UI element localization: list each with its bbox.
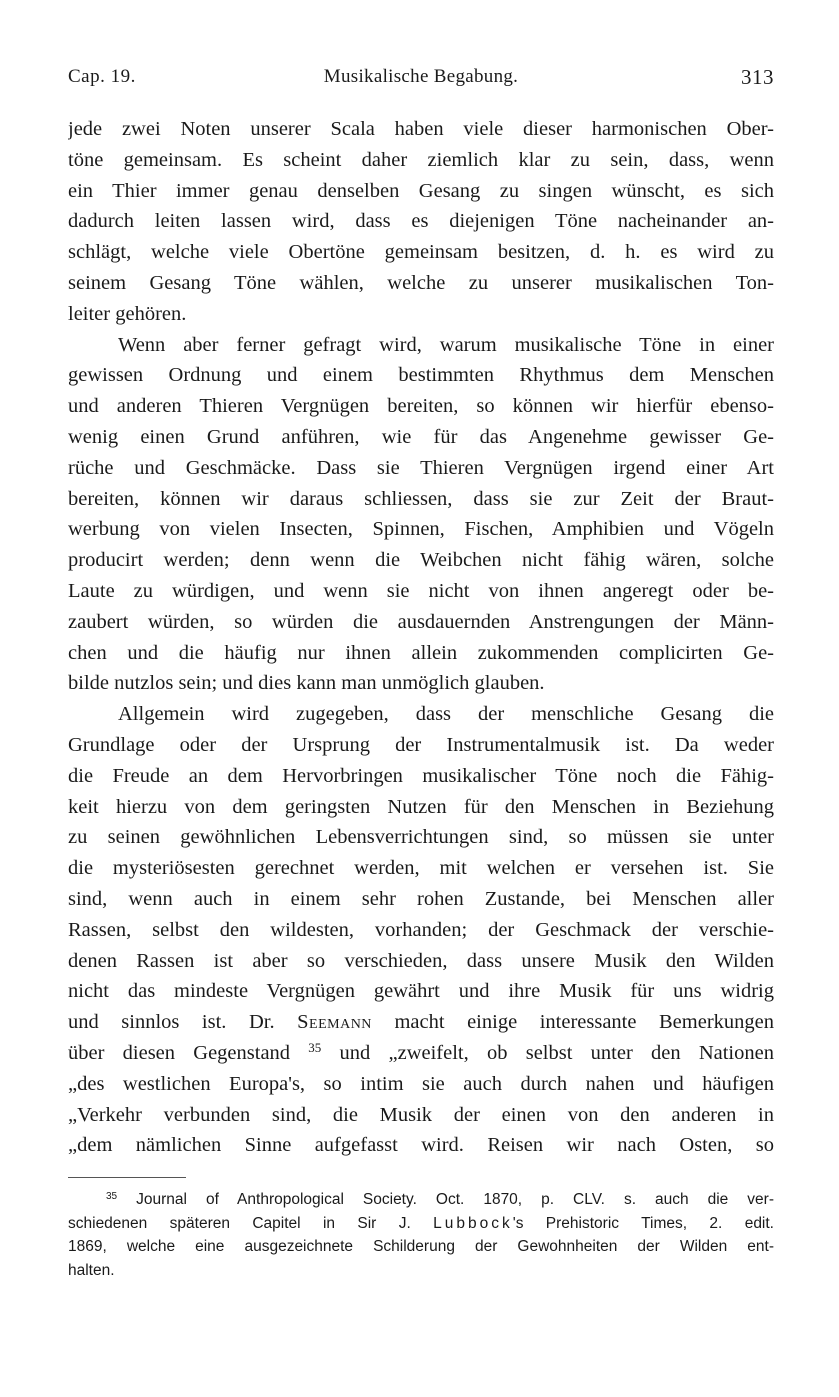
text-line: und anderen Thieren Vergnügen bereiten, so können wir hierfür ebenso- [68,395,774,418]
text-line: „Verkehr verbunden sind, die Musik der einen von den anderen in [68,1103,774,1126]
text-line: Rassen, selbst den wildesten, vorhanden; der Geschmack der verschie- [68,918,774,941]
text-segment: Journal of Anthropological Society. Oct. 1870, p. CLV. s. auch die ver- [136,1191,774,1208]
footnote-line: halten. [68,1261,115,1279]
text-line: töne gemeinsam. Es scheint daher ziemlich klar zu sein, dass, wenn [68,148,774,171]
footnote-reference: 35 [308,1039,322,1055]
text-segment: über diesen Gegenstand [68,1041,309,1064]
footnote-line [68,1212,774,1236]
text-line: keit hierzu von dem geringsten Nutzen für den Menschen in Beziehung [68,795,774,818]
text-line: rüche und Geschmäcke. Dass sie Thieren Vergnügen irgend einer Art [68,456,774,479]
paragraph-start-line: Allgemein wird zugegeben, dass der menschliche Gesang die [118,703,774,726]
text-line: gewissen Ordnung und einem bestimmten Rhythmus dem Menschen [68,364,774,387]
text-segment: und „zweifelt, ob selbst unter den Nationen [321,1041,774,1064]
text-line: producirt werden; denn wenn die Weibchen nicht fähig wären, solche [68,549,774,572]
text-line: Laute zu würdigen, und wenn sie nicht von ihnen angeregt oder be- [68,579,774,602]
text-line: „dem nämlichen Sinne aufgefasst wird. Reisen wir nach Osten, so [68,1134,774,1157]
text-line: zaubert würden, so würden die ausdauernden Anstrengungen der Männ- [68,610,774,633]
text-line: bereiten, können wir daraus schliessen, dass sie zur Zeit der Braut- [68,487,774,510]
text-line: seinem Gesang Töne wählen, welche zu unserer musikalischen Ton- [68,271,774,294]
text-line: leiter gehören. [68,302,187,325]
text-segment: und sinnlos ist. Dr. [68,1011,298,1034]
chapter-label: Cap. 19. [68,66,136,87]
author-name-lubbock: Lubbock [433,1214,513,1232]
footnote-divider [68,1177,186,1178]
text-line: „des westlichen Europa's, so intim sie auch durch nahen und häufigen [68,1072,774,1095]
footnote-line [68,1188,774,1212]
running-header [68,66,774,96]
text-line: sind, wenn auch in einem sehr rohen Zustande, bei Menschen aller [68,887,774,910]
text-line: schlägt, welche viele Obertöne gemeinsam besitzen, d. h. es wird zu [68,241,774,264]
text-line: zu seinen gewöhnlichen Lebensverrichtungen sind, so müssen sie unter [68,826,774,849]
text-line: chen und die häufig nur ihnen allein zukommenden complicirten Ge- [68,641,774,664]
text-line: ein Thier immer genau denselben Gesang zu singen wünscht, es sich [68,179,774,202]
paragraph-start-line: Wenn aber ferner gefragt wird, warum musikalische Töne in einer [118,333,774,356]
text-segment: macht einige interessante Bemerkungen [371,1011,774,1034]
text-line [68,1007,774,1038]
footnote [68,1188,774,1282]
author-name-seemann: Seemann [297,1011,372,1034]
text-line: bilde nutzlos sein; und dies kann man unmöglich glauben. [68,672,545,695]
text-segment: 's Prehistoric Times, 2. edit. [512,1214,774,1232]
footnote-marker: 35 [106,1191,118,1202]
text-line: dadurch leiten lassen wird, dass es diejenigen Töne nacheinander an- [68,210,774,233]
text-line: denen Rassen ist aber so verschieden, dass unsere Musik den Wilden [68,949,774,972]
text-line: Grundlage oder der Ursprung der Instrumentalmusik ist. Da weder [68,733,774,756]
running-title: Musikalische Begabung. [323,66,519,87]
text-line: werbung von vielen Insecten, Spinnen, Fischen, Amphibien und Vögeln [68,518,774,541]
text-line [68,1038,774,1069]
footnote-line: 1869, welche eine ausgezeichnete Schilderung der Gewohnheiten der Wilden ent- [68,1238,774,1255]
text-segment: schiedenen späteren Capitel in Sir J. [68,1214,434,1232]
text-line: die Freude an dem Hervorbringen musikalischer Töne noch die Fähig- [68,764,774,787]
text-line: die mysteriösesten gerechnet werden, mit welchen er versehen ist. Sie [68,857,774,880]
text-line: wenig einen Grund anführen, wie für das Angenehme gewisser Ge- [68,425,774,448]
text-line: jede zwei Noten unserer Scala haben viele dieser harmonischen Ober- [68,118,774,140]
page-number: 313 [741,65,774,89]
body-text [68,114,774,1161]
text-line: nicht das mindeste Vergnügen gewährt und ihre Musik für uns widrig [68,980,774,1003]
